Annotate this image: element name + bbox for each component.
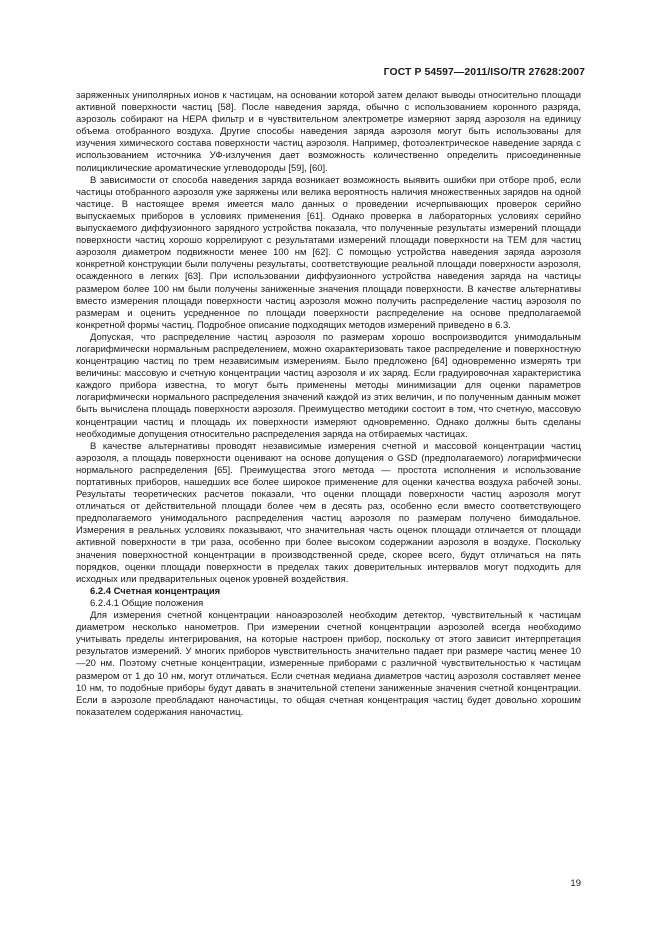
page-content <box>76 90 581 719</box>
document-code-header: ГОСТ Р 54597—2011/ISO/TR 27628:2007 <box>383 67 585 78</box>
paragraph-lognormal: Допуская, что распределение частиц аэрозоля по размерам хорошо воспроизводится унимодальным логарифмически нормальным распределением, можно охарактеризовать такое распределение и поверхностную концентрацию частиц по трем независимым измерениям. Было предложено [64] одновременно измерять три величины: массовую и счетную концентрации частиц аэрозоля и их заряд. Если градуировочная характеристика каждого прибора известна, то могут быть применены методы минимизации для оценки параметров логарифмически нормального распределения значений каждой из этих величин, и по полученным данным может быть вычислена площадь поверхности аэрозоля. Преимущество методики состоит в том, что счетную, массовую концентрации частиц и площадь их поверхности измеряют одновременно. Однако должны быть сделаны необходимые допущения относительно распределения заряда на отбираемых частицах. <box>76 331 581 440</box>
paragraph-count-concentration: Для измерения счетной концентрации наноаэрозолей необходим детектор, чувствительный к частицам диаметром несколько нанометров. При измерении счетной концентрации аэрозолей всегда необходимо учитывать пределы интегрирования, на которые настроен прибор, поскольку от этого зависит интерпретация результатов измерений. У многих приборов чувствительность значительно падает при размере частиц менее 10—20 нм. Поэтому счетные концентрации, измеренные приборами с различной чувствительностью к частицам размером от 1 до 10 нм, могут отличаться. Если счетная медиана диаметров частиц аэрозоля составляет менее 10 нм, то подобные приборы будут давать в значительной степени заниженные значения счетной концентрации. Если в аэрозоле преобладают наночастицы, то общая счетная концентрация частиц будет довольно хорошим показателем содержания наночастиц. <box>76 610 581 718</box>
section-heading: 6.2.4 Счетная концентрация <box>90 585 221 597</box>
page-number: 19 <box>570 878 581 889</box>
paragraph-continuation: заряженных униполярных ионов к частицам, на основании которой затем делают выводы относительно площади активной поверхности частиц [58]. После наведения заряда, обычно с использованием коронного разряда, аэрозоль собирают на НЕРА фильтр и в чувствительном электрометре измеряют заряд аэрозоля на единицу объема отобранного воздуха. Другие способы наведения заряда аэрозоля могут быть использованы для изучения химического состава поверхности частиц аэрозоля. Например, фотоэлектрическое наведение заряда с использованием источника УФ-излучения дает возможность количественно определить присоединенные полициклические ароматические углеводороды [59], [60]. <box>76 90 581 174</box>
subsection-heading: 6.2.4.1 Общие положения <box>90 597 204 609</box>
paragraph-charge-errors: В зависимости от способа наведения заряда возникает возможность выявить ошибки при отборе проб, если частицы отобранного аэрозоля уже заряжены или велика вероятность наличия множественных зарядов на одной частице. В настоящее время имеется мало данных о проведении исчерпывающих проверок серийно выпускаемых приборов в условиях применения [61]. Однако проверка в лабораторных условиях серийно выпускаемого диффузионного зарядного устройства показала, что полученные результаты измерений площади поверхности частиц хорошо коррелируют с результатами измерений площади поверхности на ТЕМ для частиц аэрозоля диаметром подвижности менее 100 нм [62]. С помощью устройства наведения заряда аэрозоля конкретной конструкции были получены результаты, соответствующие реальной площади поверхности аэрозоля, осажденного в легких [63]. При использовании диффузионного устройства наведения заряда на частицы размером более 100 нм были получены заниженные значения площади поверхности. В качестве альтернативы вместо измерения площади поверхности частиц аэрозоля можно получить распределение частиц аэрозоля по размерам и оценить усредненное по площади поверхности распределение на основе предполагаемой конкретной формы частиц. Подробное описание подходящих методов измерений приведено в 6.3. <box>76 174 581 331</box>
paragraph-alternative: В качестве альтернативы проводят независимые измерения счетной и массовой концентрации частиц аэрозоля, а площадь поверхности оценивают на основе допущения о GSD (предполагаемого) логарифмически нормального распределения [65]. Преимущества этого метода — простота исполнения и использование портативных приборов, нашедших все более широкое применение для оценки качества воздуха рабочей зоны. Результаты теоретических расчетов показали, что оценки площади поверхности частиц аэрозоля могут отличаться от действительной площади более чем в десять раз, особенно если вместо соответствующего предполагаемого унимодального распределения частиц аэрозоля по размерам получено бимодальное. Измерения в реальных условиях показывают, что значительная часть оценок площади отличается от площади активной поверхности в три раза, особенно при более высоком содержании аэрозоля в воздухе. Поскольку значения поверхностной концентрации в производственной среде, скорее всего, будут отличаться на пять порядков, оценки площади поверхности в пределах таких доверительных интервалов могут подходить для исходных или предварительных оценок уровней воздействия. <box>76 440 581 585</box>
